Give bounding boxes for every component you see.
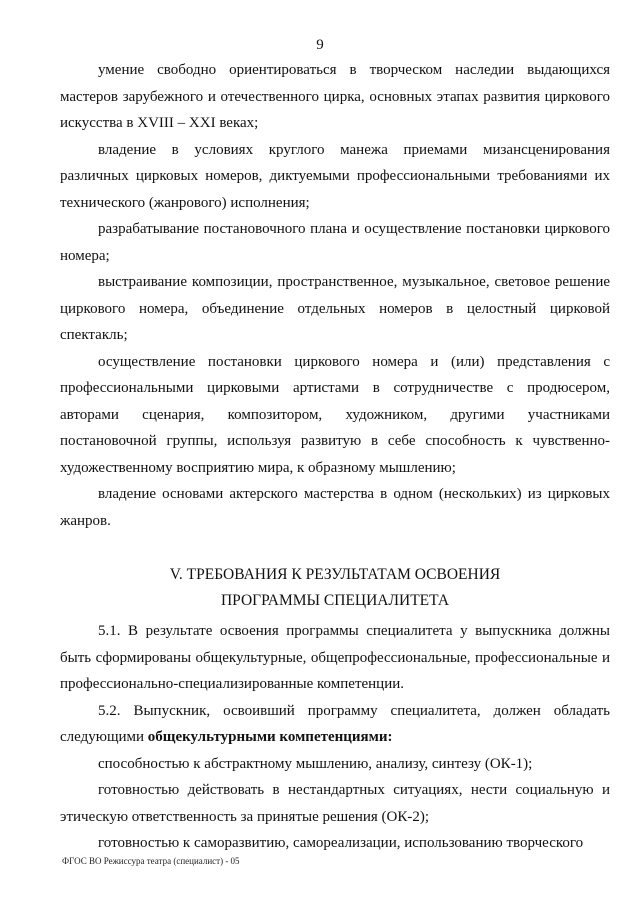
paragraph: осуществление постановки циркового номера и (или) представления с профессиональными цирковыми артистами в сотрудничестве с продюсером, авторами сценария, композитором, художником, другими участниками постановочной группы, используя развитую в себе способность к чувственно-художественному восприятию мира, к образному мышлению; [60, 353, 610, 476]
page-number: 9 [316, 37, 324, 53]
paragraph: способностью к абстрактному мышлению, анализу, синтезу (ОК-1); [98, 755, 533, 772]
page-footer: ФГОС ВО Режиссура театра (специалист) - 05 [62, 856, 240, 866]
paragraph: готовностью действовать в нестандартных ситуациях, нести социальную и этическую ответственность за принятые решения (ОК-2); [60, 782, 610, 825]
paragraph-5-1: 5.1. В результате освоения программы специалитета у выпускника должны быть сформированы общекультурные, общепрофессиональные, профессиональные и профессионально-специализированные компетенции. [60, 623, 610, 692]
section-heading-line-1: V. ТРЕБОВАНИЯ К РЕЗУЛЬТАТАМ ОСВОЕНИЯ [169, 566, 501, 583]
paragraph: умение свободно ориентироваться в творческом наследии выдающихся мастеров зарубежного и отечественного цирка, основных этапах развития циркового искусства в XVIII – XXI веках; [60, 62, 610, 131]
paragraph: владение основами актерского мастерства в одном (нескольких) из цирковых жанров. [60, 486, 610, 529]
document-body [60, 57, 610, 857]
section-heading [60, 562, 610, 614]
paragraph-5-2-text: 5.2. Выпускник, освоивший программу специалитета, должен обладать следующими [60, 702, 610, 745]
paragraph-5-2 [60, 698, 610, 751]
paragraph: владение в условиях круглого манежа приемами мизансценирования различных цирковых номеров, диктуемыми профессиональными требованиями их технического (жанрового) исполнения; [60, 141, 610, 211]
paragraph: готовностью к саморазвитию, самореализации, использованию творческого [98, 835, 584, 851]
paragraph: разрабатывание постановочного плана и осуществление постановки циркового номера; [60, 221, 610, 264]
paragraph: выстраивание композиции, пространственное, музыкальное, световое решение циркового номера, объединение отдельных номеров в целостный цирковой спектакль; [60, 274, 610, 343]
paragraph-5-2-bold: общекультурными компетенциями: [147, 729, 393, 745]
section-heading-line-2: ПРОГРАММЫ СПЕЦИАЛИТЕТА [220, 592, 450, 609]
